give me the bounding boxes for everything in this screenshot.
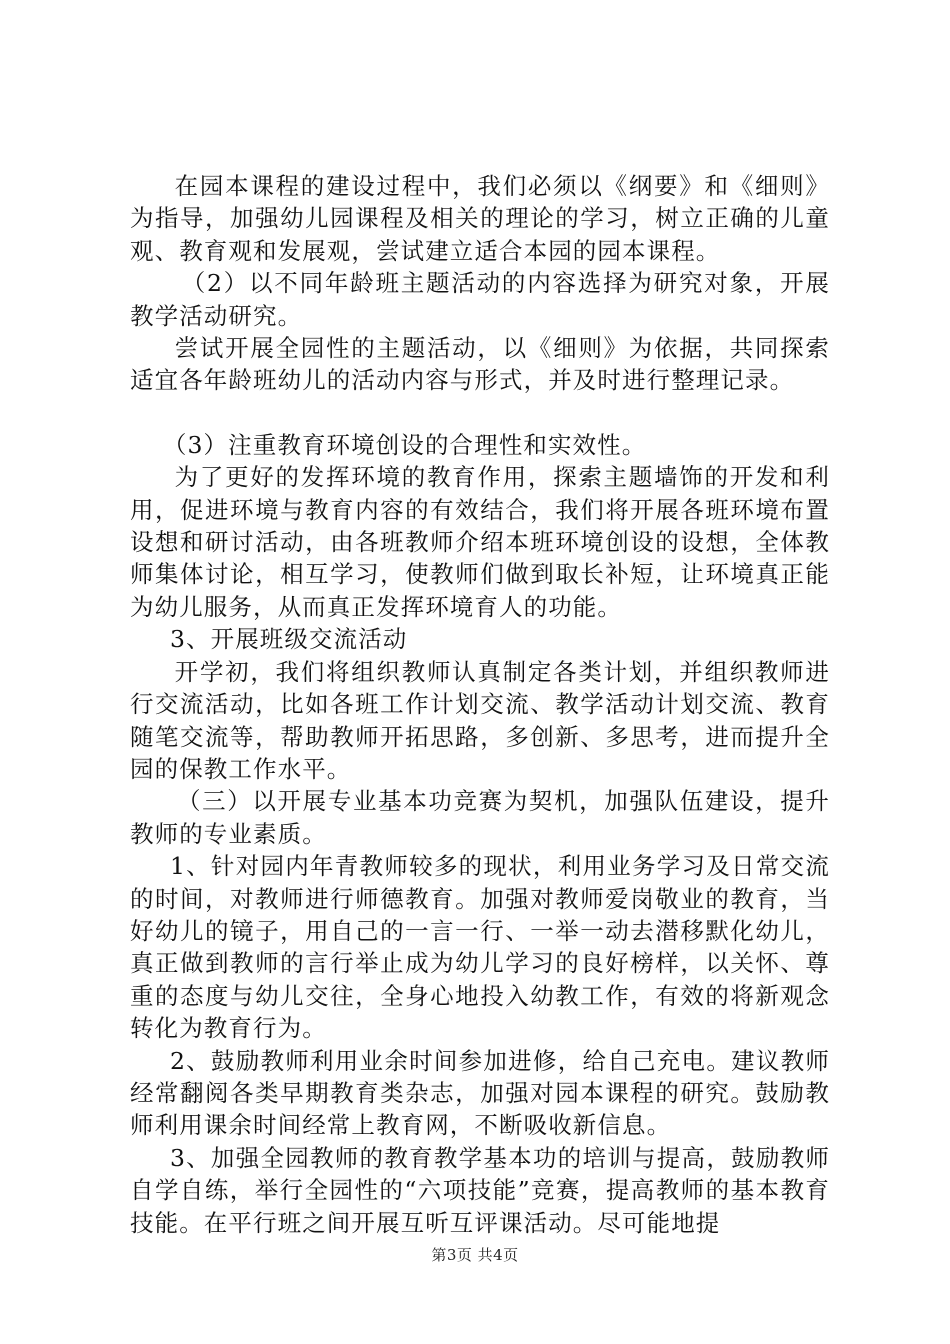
paragraph-item-3-heading: （3）注重教育环境创设的合理性和实效性。 — [162, 430, 647, 459]
paragraph-item-2-heading: （2）以不同年龄班主题活动的内容选择为研究对象，开展教学活动研究。 — [130, 269, 830, 330]
paragraph-class-exchange: 开学初，我们将组织教师认真制定各类计划，并组织教师进行交流活动，比如各班工作计划交流、教学活动计划交流、教育随笔交流等，帮助教师开拓思路，多创新、多思考，进而提升全园的保教工作水平。 — [130, 657, 830, 783]
page-number-footer: 第3页 共4页 — [431, 1246, 519, 1264]
paragraph-skills-training: 3、加强全园教师的教育教学基本功的培训与提高，鼓励教师自学自练，举行全园性的“六项技能”竞赛，提高教师的基本教育技能。在平行班之间开展互听互评课活动。尽可能地提 — [130, 1143, 830, 1237]
paragraph-environment: 为了更好的发挥环境的教育作用，探索主题墙饰的开发和利用，促进环境与教育内容的有效结合，我们将开展各班环境布置设想和研讨活动，由各班教师介绍本班环境创设的设想，全体教师集体讨论，相互学习，使教师们做到取长补短，让环境真正能为幼儿服务，从而真正发挥环境育人的功能。 — [130, 463, 830, 621]
paragraph-theme-activities: 尝试开展全园性的主题活动，以《细则》为依据，共同探索适宜各年龄班幼儿的活动内容与形式，并及时进行整理记录。 — [130, 334, 830, 395]
document-body — [130, 170, 830, 1239]
paragraph-course-building: 在园本课程的建设过程中，我们必须以《纲要》和《细则》为指导，加强幼儿园课程及相关的理论的学习，树立正确的儿童观、教育观和发展观，尝试建立适合本园的园本课程。 — [130, 172, 830, 265]
paragraph-ethics-education: 1、针对园内年青教师较多的现状，利用业务学习及日常交流的时间，对教师进行师德教育。加强对教师爱岗敬业的教育，当好幼儿的镜子，用自己的一言一行、一举一动去潜移默化幼儿，真正做到教师的言行举止成为幼儿学习的良好榜样，以关怀、尊重的态度与幼儿交往，全身心地投入幼教工作，有效的将新观念转化为教育行为。 — [130, 852, 830, 1043]
paragraph-further-study: 2、鼓励教师利用业余时间参加进修，给自己充电。建议教师经常翻阅各类早期教育类杂志，加强对园本课程的研究。鼓励教师利用课余时间经常上教育网，不断吸收新信息。 — [130, 1046, 830, 1140]
paragraph-section-3-heading: （三）以开展专业基本功竞赛为契机，加强队伍建设，提升教师的专业素质。 — [130, 787, 830, 848]
paragraph-class-exchange-heading: 3、开展班级交流活动 — [169, 625, 408, 654]
